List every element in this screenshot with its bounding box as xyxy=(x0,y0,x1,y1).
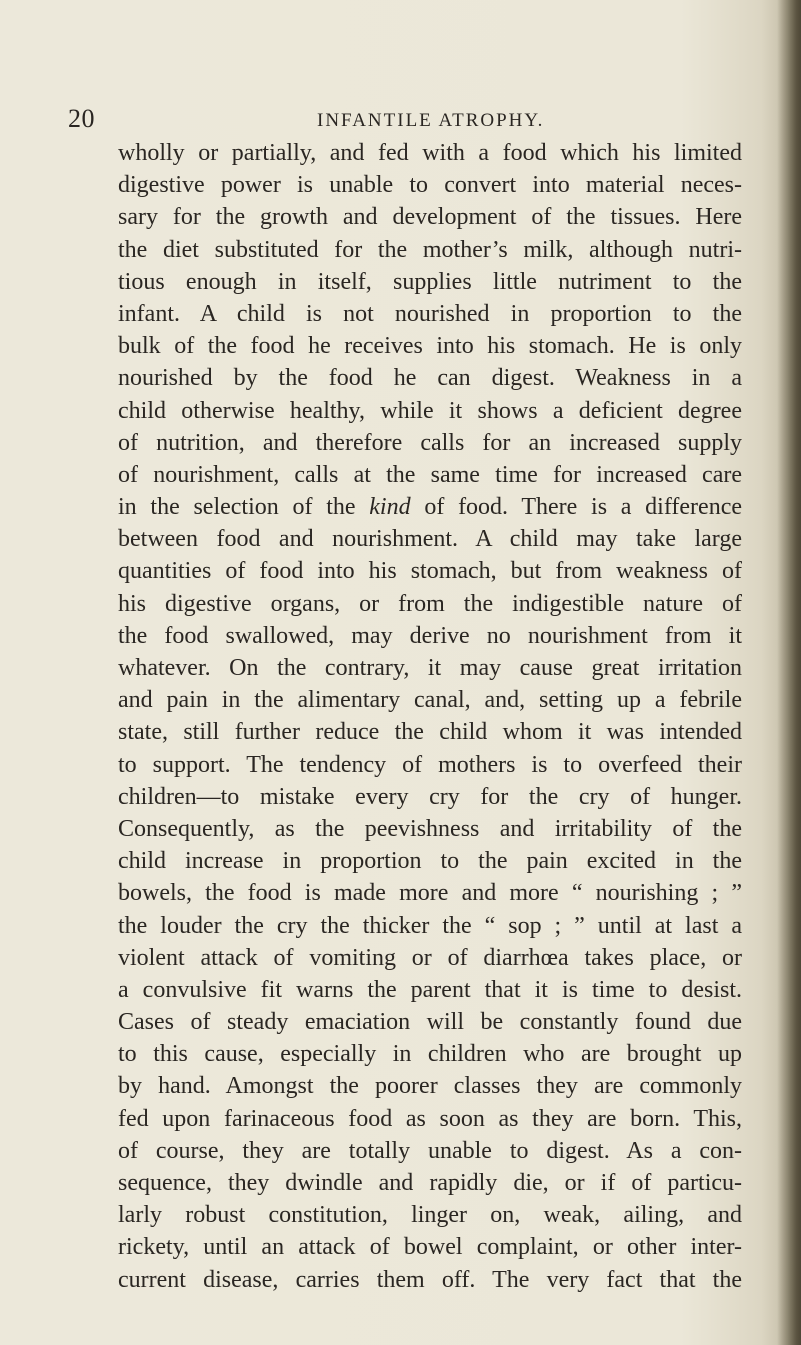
text-line: to support. The tendency of mothers is to overfeed their xyxy=(118,751,742,778)
text-line: rickety, until an attack of bowel complaint, or other inter- xyxy=(118,1234,742,1261)
text-line: quantities of food into his stomach, but from weakness of xyxy=(118,558,742,585)
running-head: INFANTILE ATROPHY. xyxy=(317,110,545,131)
text-line: bowels, the food is made more and more “ nourishing ; ” xyxy=(118,880,742,907)
text-line: sary for the growth and development of the tissues. Here xyxy=(118,204,742,231)
text-line: wholly or partially, and fed with a food which his limited xyxy=(118,140,742,166)
text-line: to this cause, especially in children who are brought up xyxy=(118,1041,742,1068)
text-line: of nutrition, and therefore calls for an increased supply xyxy=(118,429,742,456)
text-line: a convulsive fit warns the parent that it is time to desist. xyxy=(118,976,742,1003)
text-line: the food swallowed, may derive no nourishment from it xyxy=(118,622,742,649)
text-line: bulk of the food he receives into his stomach. He is only xyxy=(118,333,742,360)
text-line: of nourishment, calls at the same time for increased care xyxy=(118,461,742,488)
text-line: infant. A child is not nourished in proportion to the xyxy=(118,300,742,327)
text-line-with-italic xyxy=(118,491,742,523)
text-line: the diet substituted for the mother’s milk, although nutri- xyxy=(118,236,742,263)
text-line: current disease, carries them off. The very fact that the xyxy=(118,1266,742,1293)
page-spine-shadow xyxy=(777,0,801,1345)
text-line: his digestive organs, or from the indigestible nature of xyxy=(118,590,742,617)
text-line: child increase in proportion to the pain excited in the xyxy=(118,848,742,875)
italic-word: kind xyxy=(369,494,411,521)
text-line: Consequently, as the peevishness and irritability of the xyxy=(118,815,742,842)
text-line: of course, they are totally unable to digest. As a con- xyxy=(118,1137,742,1164)
text-line: nourished by the food he can digest. Weakness in a xyxy=(118,365,742,392)
page-number: 20 xyxy=(68,104,95,133)
text-line: tious enough in itself, supplies little nutriment to the xyxy=(118,268,742,295)
text-line: sequence, they dwindle and rapidly die, or if of particu- xyxy=(118,1170,742,1196)
text-line: the louder the cry the thicker the “ sop ; ” until at last a xyxy=(118,912,742,939)
text-line: by hand. Amongst the poorer classes they are commonly xyxy=(118,1073,742,1100)
page-header xyxy=(68,104,708,140)
text-line: Cases of steady emaciation will be constantly found due xyxy=(118,1009,742,1036)
text-line: between food and nourishment. A child may take large xyxy=(118,526,742,553)
text-line: children—to mistake every cry for the cry of hunger. xyxy=(118,783,742,810)
text-line: violent attack of vomiting or of diarrhœa takes place, or xyxy=(118,944,742,971)
text-segment: of food. There is a difference xyxy=(424,494,742,521)
text-segment: in the selection of the xyxy=(118,494,356,521)
text-line: state, still further reduce the child whom it was intended xyxy=(118,719,742,746)
text-line: larly robust constitution, linger on, weak, ailing, and xyxy=(118,1202,742,1229)
text-line: digestive power is unable to convert into material neces- xyxy=(118,172,742,199)
body-paragraph xyxy=(118,137,742,1296)
text-line: fed upon farinaceous food as soon as they are born. This, xyxy=(118,1105,742,1132)
text-line: and pain in the alimentary canal, and, setting up a febrile xyxy=(118,687,742,714)
text-line: whatever. On the contrary, it may cause great irritation xyxy=(118,655,742,681)
text-line: child otherwise healthy, while it shows a deficient degree xyxy=(118,397,742,424)
